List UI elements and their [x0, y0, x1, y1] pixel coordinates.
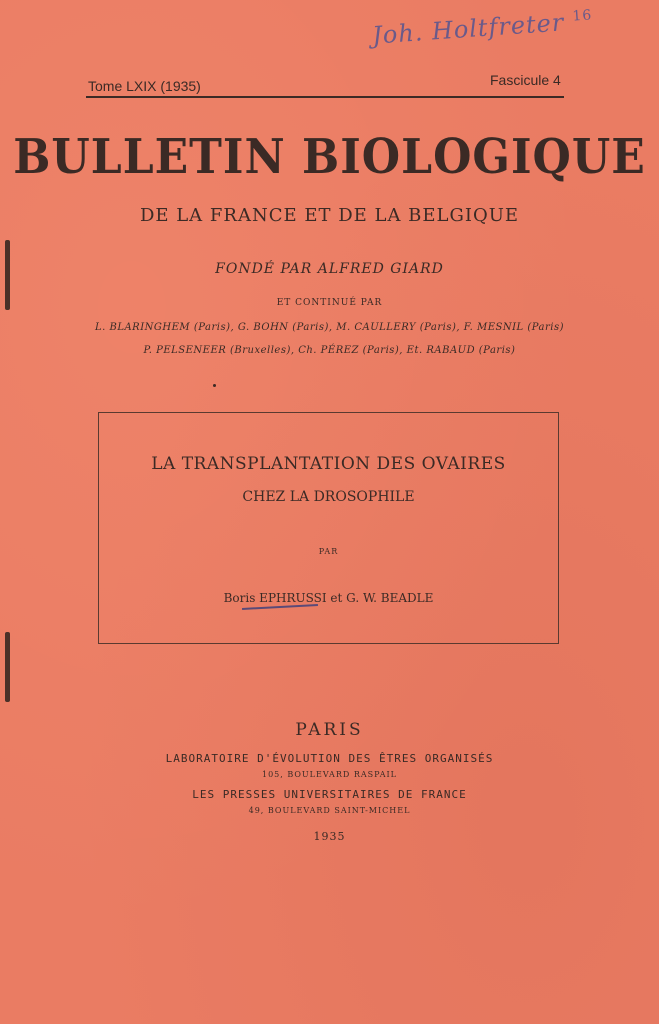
continued-by: ET CONTINUÉ PAR	[276, 298, 383, 308]
editors-line-1: L. BLARINGHEM (Paris), G. BOHN (Paris), M. CAULLERY (Paris), F. MESNIL (Paris)	[94, 322, 565, 333]
handwritten-signature: Joh. Holtfreter $^{16}$	[371, 7, 593, 50]
fascicule-label: Fascicule 4	[490, 72, 561, 88]
ink-speck	[213, 384, 216, 387]
imprint-press-address: 49, BOULEVARD SAINT-MICHEL	[248, 806, 411, 815]
article-authors: Boris EPHRUSSI et G. W. BEADLE	[223, 591, 434, 605]
article-subtitle: CHEZ LA DROSOPHILE	[242, 489, 415, 505]
header-rule	[86, 96, 564, 98]
article-frame	[98, 412, 559, 644]
imprint-city: PARIS	[295, 720, 364, 740]
staple-bottom	[5, 632, 10, 702]
journal-title: BULLETIN BIOLOGIQUE	[13, 129, 646, 186]
journal-subtitle: DE LA FRANCE ET DE LA BELGIQUE	[139, 205, 520, 226]
page-number: 16	[571, 7, 593, 25]
imprint-lab-address: 105, BOULEVARD RASPAIL	[261, 770, 397, 779]
article-title: LA TRANSPLANTATION DES OVAIRES	[151, 454, 506, 474]
imprint-year: 1935	[313, 830, 346, 843]
imprint-press: LES PRESSES UNIVERSITAIRES DE FRANCE	[192, 788, 467, 801]
imprint-lab: LABORATOIRE D'ÉVOLUTION DES ÊTRES ORGANISÉS	[165, 752, 494, 765]
founded-by: FONDÉ PAR ALFRED GIARD	[215, 261, 444, 277]
by-label: PAR	[318, 547, 339, 556]
tome-label: Tome LXIX (1935)	[88, 78, 201, 94]
editors-line-2: P. PELSENEER (Bruxelles), Ch. PÉREZ (Paris), Et. RABAUD (Paris)	[143, 345, 516, 356]
